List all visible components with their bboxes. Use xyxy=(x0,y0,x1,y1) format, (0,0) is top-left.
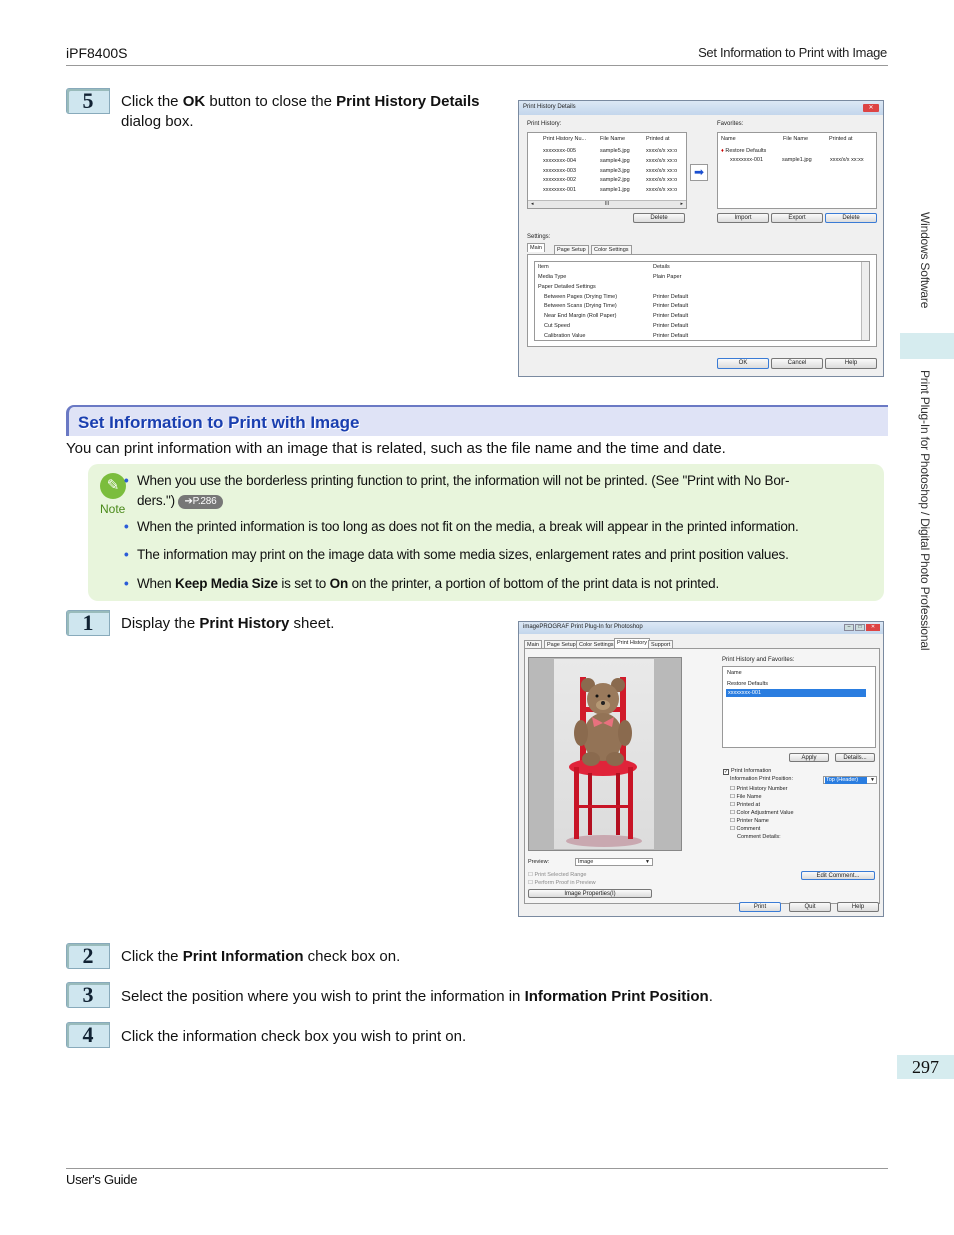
print-history-label: Print History: xyxy=(527,121,562,127)
checkbox-icon[interactable]: ☐ xyxy=(730,794,737,800)
page-number: 297 xyxy=(897,1055,954,1079)
delete-favorite-button[interactable]: Delete xyxy=(825,213,877,223)
note-bullet-3: • The information may print on the image data with some media sizes, enlargement rates and print position values. xyxy=(137,545,789,565)
name-column-header: Name xyxy=(727,670,742,676)
tab-color-settings[interactable]: Color Settings xyxy=(591,245,632,255)
table-row[interactable]: Paper Detailed Settings xyxy=(538,283,596,290)
fav-header: Name File Name Printed at xyxy=(721,136,853,142)
settings-rows xyxy=(538,273,858,342)
print-selected-range-checkbox[interactable]: ☐ Print Selected Range xyxy=(528,872,587,878)
teddy-bear-photo xyxy=(554,659,654,849)
details-button[interactable]: Details... xyxy=(835,753,875,762)
fav-restore-defaults[interactable]: ♦ Restore Defaults xyxy=(721,148,767,154)
ok-button[interactable]: OK xyxy=(717,358,769,369)
step-4-text: Click the information check box you wish to print on. xyxy=(121,1028,467,1045)
settings-label: Settings: xyxy=(527,234,551,240)
tab-main[interactable]: Main xyxy=(524,640,542,650)
tab-color-settings[interactable]: Color Settings xyxy=(576,640,617,650)
plugin-title-bar: imagePROGRAF Print Plug-In for Photoshop – □ ✕ xyxy=(519,622,883,634)
table-row[interactable]: Near End Margin (Roll Paper) Printer Default xyxy=(544,313,689,320)
step-number: 2 xyxy=(66,943,110,969)
close-icon[interactable]: ✕ xyxy=(863,104,879,112)
plugin-tabs xyxy=(524,638,880,914)
section-heading: Set Information to Print with Image xyxy=(66,405,888,436)
print-button[interactable]: Print xyxy=(739,902,781,912)
step-2-text: Click the Print Information check box on. xyxy=(121,948,401,965)
horizontal-scrollbar[interactable]: ◂ III ▸ xyxy=(528,200,686,208)
ph-header: Print History Nu... File Name Printed at xyxy=(543,136,670,142)
note-bullet-1: • When you use the borderless printing function to print, the information will not be printed. (See "Print with No Bor- ders.") ➔P.286 xyxy=(137,471,817,511)
quit-button[interactable]: Quit xyxy=(789,902,831,912)
edit-comment-button[interactable]: Edit Comment... xyxy=(801,871,875,880)
info-checkbox[interactable]: ☐ Printed at xyxy=(730,802,761,808)
settings-tabs xyxy=(527,243,877,347)
tab-print-history[interactable]: Print History xyxy=(614,638,650,649)
step-number: 3 xyxy=(66,982,110,1008)
note-box xyxy=(88,464,884,601)
note-pencil-icon: ✎ xyxy=(100,473,126,499)
table-row[interactable]: Cut Speed Printer Default xyxy=(544,322,689,329)
step-5-text: Click the OK button to close the Print History Details dialog box. xyxy=(121,93,480,130)
footer-text: User's Guide xyxy=(66,1172,138,1187)
step-3-text: Select the position where you wish to print the information in Information Print Position. xyxy=(121,988,713,1005)
table-row[interactable]: xxxxxxxx-005 sample5.jpg xxxx/x/x xx:o xyxy=(543,148,678,154)
table-row[interactable]: xxxxxxxx-003 sample3.jpg xxxx/x/x xx:o xyxy=(543,167,678,174)
intro-text: You can print information with an image that is related, such as the file name and the time and date. xyxy=(66,440,726,457)
table-row[interactable]: Between Scans (Drying Time) Printer Default xyxy=(544,303,689,310)
tab-support[interactable]: Support xyxy=(648,640,673,650)
print-information-checkbox-row[interactable]: ✓ Print Information xyxy=(724,768,772,775)
fav-row[interactable]: xxxxxxxx-001 sample1.jpg xxxx/x/x xx:xx xyxy=(730,157,864,163)
favorite-star-icon: ♦ xyxy=(721,148,724,154)
phf-label: Print History and Favorites: xyxy=(722,657,795,663)
info-checkbox[interactable]: ☐ Printer Name xyxy=(730,818,769,824)
help-button[interactable]: Help xyxy=(837,902,879,912)
settings-panel xyxy=(527,254,877,347)
vertical-scrollbar[interactable] xyxy=(861,262,869,340)
table-row[interactable]: Between Pages (Drying Time) Printer Default xyxy=(544,293,689,300)
header-model: iPF8400S xyxy=(66,45,128,61)
maximize-icon[interactable]: □ xyxy=(855,624,865,631)
perform-proof-checkbox[interactable]: ☐ Perform Proof in Preview xyxy=(528,880,596,886)
dialog-title-bar: Print History Details ✕ xyxy=(519,101,883,115)
favorites-list[interactable] xyxy=(717,132,877,209)
plugin-dialog xyxy=(518,621,884,917)
import-button[interactable]: Import xyxy=(717,213,769,223)
teddy-on-red-chair-image xyxy=(554,659,654,849)
checkbox-icon[interactable]: ☐ xyxy=(730,802,737,808)
info-checkbox[interactable]: ☐ Comment xyxy=(730,826,761,832)
page-ref-link[interactable]: ➔P.286 xyxy=(178,495,222,509)
chevron-down-icon[interactable]: ▼ xyxy=(645,859,650,865)
table-row[interactable]: xxxxxxxx-004 sample4.jpg xxxx/x/x xx:o xyxy=(543,157,678,164)
plugin-panel xyxy=(524,648,880,904)
header-section: Set Information to Print with Image xyxy=(698,45,887,60)
checkbox-icon[interactable]: ☐ xyxy=(730,810,737,816)
apply-button[interactable]: Apply xyxy=(789,753,829,762)
side-tab-plugin: Print Plug-In for Photoshop / Digital Photo Professional xyxy=(918,370,932,651)
step-number: 4 xyxy=(66,1022,110,1048)
print-history-list[interactable] xyxy=(527,132,687,209)
checkbox-icon[interactable]: ☐ xyxy=(730,786,737,792)
step-number: 1 xyxy=(66,610,110,636)
preview-select[interactable]: Image ▼ xyxy=(575,858,653,866)
side-tab-band xyxy=(900,333,954,359)
close-icon[interactable]: ✕ xyxy=(866,624,880,631)
ipp-label: Information Print Position: xyxy=(730,776,793,782)
note-label: Note xyxy=(100,502,126,516)
print-history-details-dialog xyxy=(518,100,884,377)
step-number: 5 xyxy=(66,88,110,114)
tab-main[interactable]: Main xyxy=(527,243,545,252)
favorites-label: Favorites: xyxy=(717,121,744,127)
info-checkbox[interactable]: ☐ File Name xyxy=(730,794,762,800)
settings-list[interactable] xyxy=(534,261,870,341)
table-row[interactable]: Media Type Plain Paper xyxy=(538,274,682,280)
help-button[interactable]: Help xyxy=(825,358,877,369)
side-tab-windows-software: Windows Software xyxy=(918,212,932,309)
table-row[interactable]: xxxxxxxx-001 sample1.jpg xxxx/x/x xx:o xyxy=(543,187,678,194)
settings-header: Item Details xyxy=(538,264,670,270)
step-1-text: Display the Print History sheet. xyxy=(121,615,335,632)
minimize-icon[interactable]: – xyxy=(844,624,854,631)
comment-details-label: Comment Details: xyxy=(737,834,781,840)
tab-page-setup[interactable]: Page Setup xyxy=(544,640,579,650)
note-bullet-4: • When Keep Media Size is set to On on the printer, a portion of bottom of the print data is not printed. xyxy=(137,574,719,594)
checkbox-icon[interactable]: ☐ xyxy=(730,818,737,824)
note-bullet-2: • When the printed information is too long as does not fit on the media, a break will appear in the printed information. xyxy=(137,517,799,537)
ipp-select[interactable]: Top (Header) ▼ xyxy=(823,776,877,784)
header-rule xyxy=(66,65,888,66)
info-checkbox[interactable]: ☐ Print History Number xyxy=(730,786,788,792)
restore-defaults-item[interactable]: Restore Defaults xyxy=(727,681,768,687)
checkbox-icon[interactable]: ☐ xyxy=(730,826,737,832)
add-to-favorites-arrow-icon[interactable]: ➡ xyxy=(690,164,708,181)
info-checkboxes xyxy=(730,785,794,833)
preview-label: Preview: xyxy=(528,859,550,865)
image-properties-button[interactable]: Image Properties(I) xyxy=(528,889,652,898)
history-favorites-list[interactable] xyxy=(722,666,876,748)
table-row[interactable]: Calibration Value Printer Default xyxy=(544,332,689,339)
footer-rule xyxy=(66,1168,888,1169)
table-row[interactable]: xxxxxxxx-002 sample2.jpg xxxx/x/x xx:o xyxy=(543,177,678,184)
export-button[interactable]: Export xyxy=(771,213,823,223)
selected-history-item[interactable]: xxxxxxxx-001 xyxy=(726,689,866,697)
ph-rows xyxy=(543,147,688,196)
delete-history-button[interactable]: Delete xyxy=(633,213,685,223)
chevron-down-icon[interactable]: ▼ xyxy=(870,777,875,783)
preview-area xyxy=(528,657,682,851)
info-checkbox[interactable]: ☐ Color Adjustment Value xyxy=(730,810,794,816)
tab-page-setup[interactable]: Page Setup xyxy=(554,245,589,255)
checked-checkbox-icon[interactable]: ✓ xyxy=(724,768,729,775)
cancel-button[interactable]: Cancel xyxy=(771,358,823,369)
